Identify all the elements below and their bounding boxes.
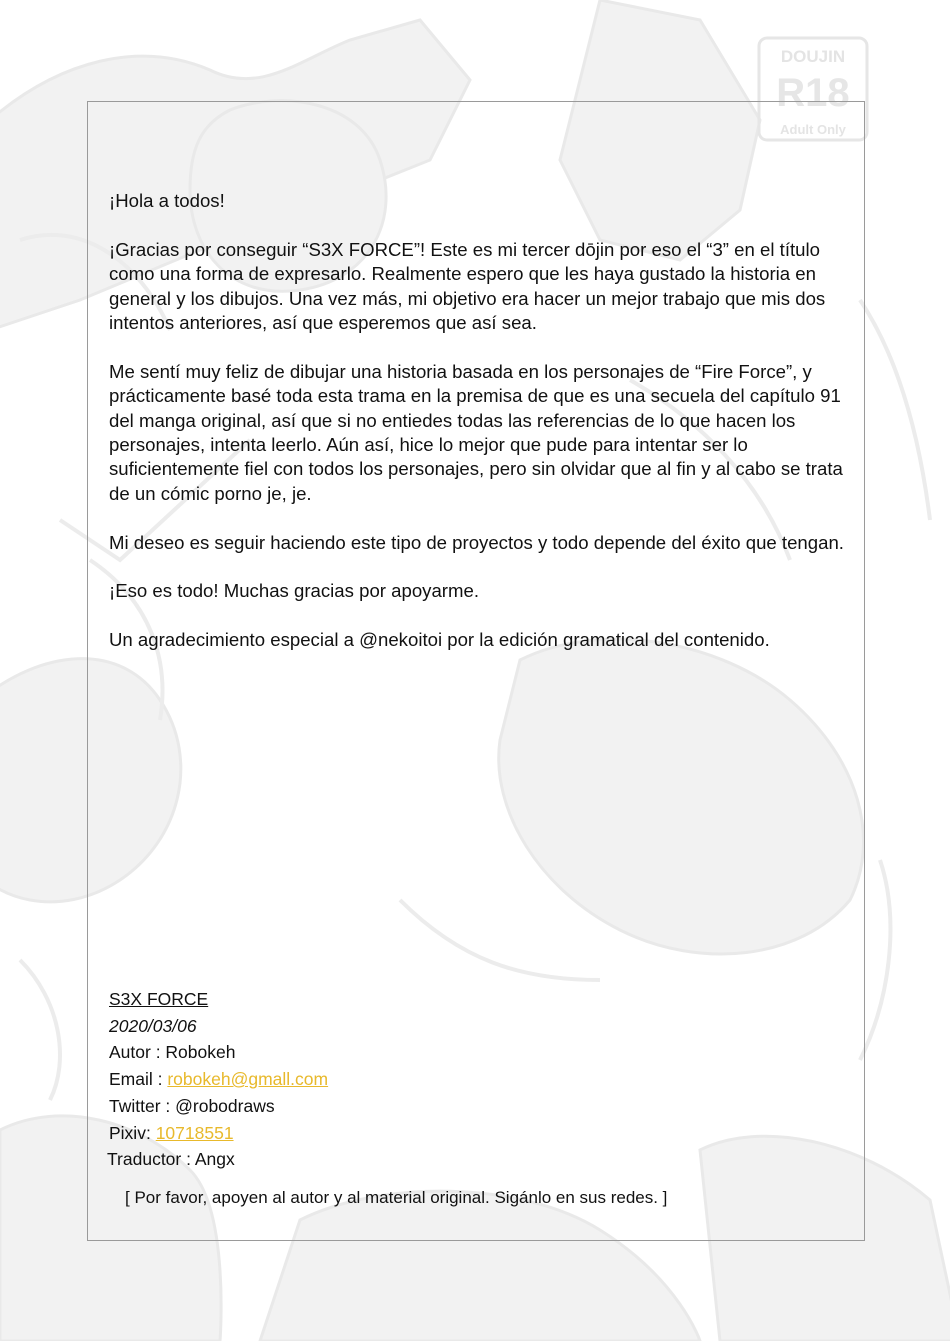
letter-body [109,189,854,677]
credit-pixiv-row [109,1120,328,1147]
credit-translator: Traductor : Angx [107,1149,235,1170]
paragraph-thanks: ¡Gracias por conseguir “S3X FORCE”! Este es mi tercer dōjin por eso el “3” en el título como una forma de expresarlo. Realmente espero que les haya gustado la historia en general y los dibujos. Una vez más, mi objetivo era hacer un mejor trabajo que mis dos intentos anteriores, así que esperemos que así sea. [109,238,826,334]
badge-bottom-text: Adult Only [780,122,846,137]
credit-twitter: Twitter : @robodraws [109,1095,275,1116]
credit-email-row [109,1066,328,1093]
credit-title: S3X FORCE [109,989,209,1009]
credit-date: 2020/03/06 [109,1015,197,1036]
credit-pixiv-label: Pixiv: [109,1122,156,1143]
greeting: ¡Hola a todos! [109,190,225,211]
email-link[interactable]: robokeh@gmall.com [167,1069,329,1090]
credits-block [109,986,328,1173]
badge-top-text: DOUJIN [780,47,846,66]
paragraph-wish: Mi deseo es seguir haciendo este tipo de proyectos y todo depende del éxito que tengan. [109,531,844,553]
support-note: [ Por favor, apoyen al autor y al material original. Sigánlo en sus redes. ] [125,1188,668,1207]
paragraph-closing: ¡Eso es todo! Muchas gracias por apoyarme. [109,580,479,602]
credit-author: Autor : Robokeh [109,1042,236,1063]
paragraph-story: Me sentí muy feliz de dibujar una historia basada en los personajes de “Fire Force”, y prácticamente basé toda esta trama en la premisa de que es una secuela del capítulo 91 del manga original, así que si no entiedes todas las referencias de lo que hacen los personajes, intenta leerlo. Aún así, hice lo mejor que pude para intentar ser lo suficientemente fiel con todos los personajes, pero sin olvidar que al fin y al cabo se trata de un cómic porno je, je. [109,360,843,504]
credit-email-label: Email : [109,1069,168,1090]
badge-rating: R18 [776,71,850,115]
pixiv-link[interactable]: 10718551 [155,1122,234,1143]
paragraph-acknowledgement: Un agradecimiento especial a @nekoitoi por la edición gramatical del contenido. [109,629,770,651]
